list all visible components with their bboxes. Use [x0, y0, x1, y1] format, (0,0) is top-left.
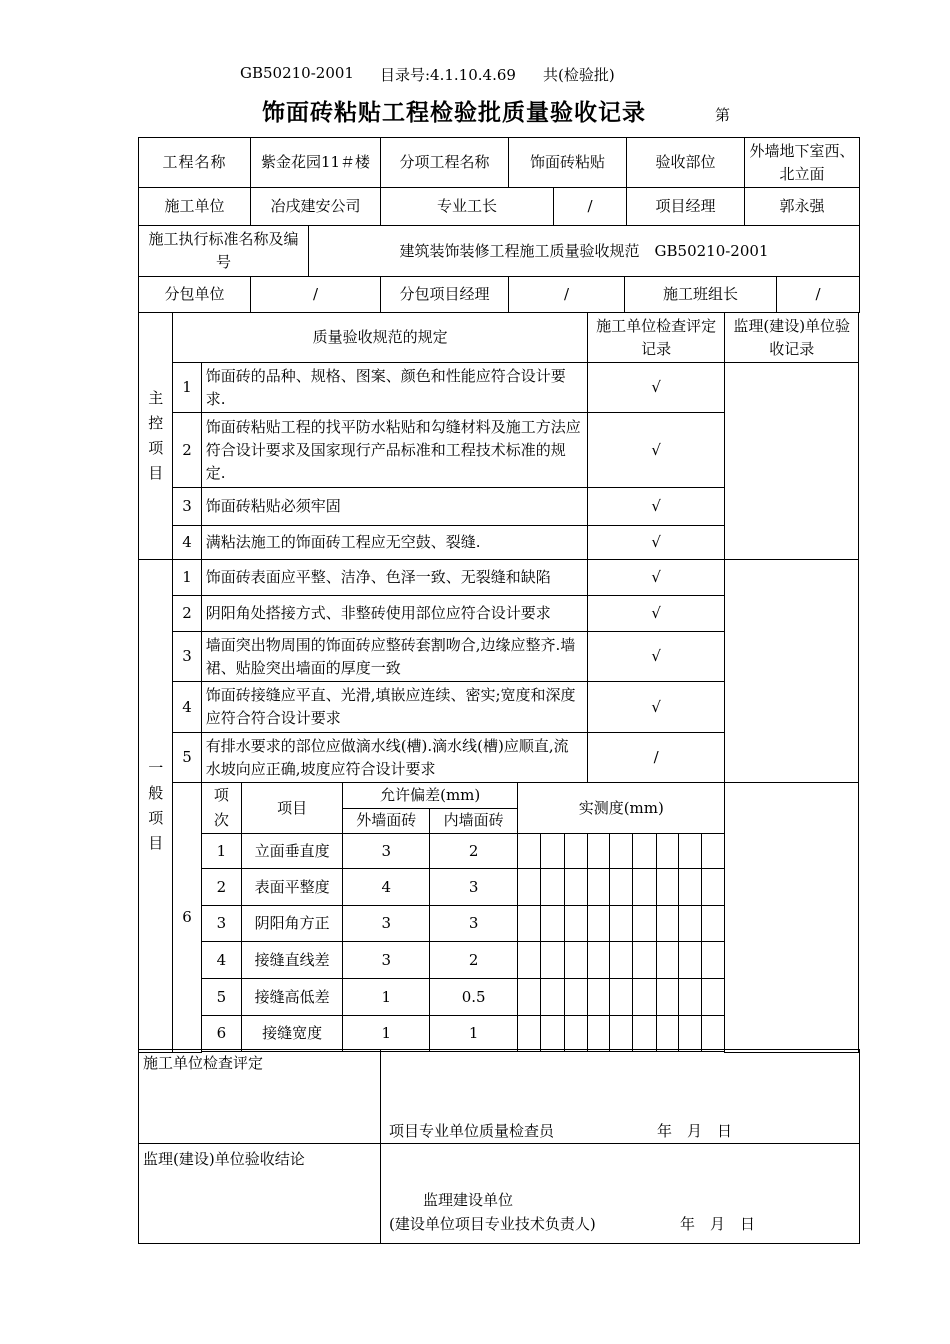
measure-cell — [564, 906, 587, 942]
general-item-no: 5 — [173, 733, 201, 783]
measure-cell — [656, 1016, 678, 1052]
spec-rule-header: 质量验收规范的规定 — [173, 313, 588, 363]
measure-cell — [564, 942, 587, 979]
general-label: 一般项目 — [139, 560, 173, 1053]
foreman-label: 专业工长 — [381, 188, 554, 226]
conclusion-label: 监理(建设)单位验收结论 — [139, 1144, 381, 1244]
measure-cell — [702, 834, 725, 869]
team-leader: / — [777, 277, 860, 313]
general-item-text: 饰面砖表面应平整、洁净、色泽一致、无裂缝和缺陷 — [201, 560, 587, 596]
tol-item: 立面垂直度 — [242, 834, 343, 869]
measure-cell — [678, 906, 701, 942]
measure-cell — [518, 869, 541, 906]
measure-cell — [678, 1016, 701, 1052]
measure-cell — [541, 869, 564, 906]
general-item-text: 墙面突出物周围的饰面砖应整砖套割吻合,边缘应整齐.墙裙、贴脸突出墙面的厚度一致 — [201, 632, 587, 682]
measure-cell — [541, 942, 564, 979]
sub-pm: / — [509, 277, 625, 313]
measure-cell — [702, 1016, 725, 1052]
accept-part: 外墙地下室西、北立面 — [745, 138, 860, 188]
spec-supervise-header: 监理(建设)单位验收记录 — [725, 313, 859, 363]
tech-lead-label: (建设单位项目专业技术负责人) — [389, 1215, 596, 1233]
measure-cell — [656, 834, 678, 869]
general-item-no: 3 — [173, 632, 201, 682]
measure-cell — [678, 942, 701, 979]
pm: 郭永强 — [745, 188, 860, 226]
measure-cell — [678, 979, 701, 1016]
measure-cell — [610, 834, 633, 869]
main-item-text: 饰面砖粘贴必须牢固 — [201, 488, 587, 526]
project-name-label: 工程名称 — [139, 138, 251, 188]
main-item-no: 3 — [173, 488, 201, 526]
tol-outer: 3 — [343, 834, 430, 869]
tol-item: 阴阳角方正 — [242, 906, 343, 942]
tol-supervise-cell — [725, 783, 859, 1053]
tol-seq: 3 — [201, 906, 241, 942]
main-supervise-cell — [725, 363, 859, 560]
measure-cell — [656, 869, 678, 906]
sub-project: 饰面砖粘贴 — [509, 138, 627, 188]
measure-cell — [587, 942, 609, 979]
main-control-label: 主控项目 — [139, 313, 173, 560]
measure-cell — [678, 834, 701, 869]
measure-cell — [541, 834, 564, 869]
sub-project-label: 分项工程名称 — [381, 138, 509, 188]
spec-check-header: 施工单位检查评定记录 — [587, 313, 724, 363]
tol-outer: 3 — [343, 942, 430, 979]
general-item-text: 有排水要求的部位应做滴水线(槽).滴水线(槽)应顺直,流水坡向应正确,坡度应符合设计要求 — [201, 733, 587, 783]
tol-inner: 2 — [430, 834, 518, 869]
tol-outer-header: 外墙面砖 — [343, 808, 430, 834]
tol-item: 接缝宽度 — [242, 1016, 343, 1052]
measure-cell — [702, 979, 725, 1016]
general-item-mark: √ — [587, 632, 724, 682]
measure-cell — [518, 906, 541, 942]
tol-inner: 3 — [430, 906, 518, 942]
tol-item-header: 项目 — [242, 783, 343, 834]
general-item-no: 4 — [173, 682, 201, 733]
inspector-label: 项目专业单位质量检查员 — [389, 1122, 555, 1140]
measure-cell — [610, 979, 633, 1016]
general-item-mark: √ — [587, 596, 724, 632]
measure-cell — [541, 979, 564, 1016]
check-eval-label: 施工单位检查评定 — [139, 1050, 381, 1144]
tol-measured-header: 实测度(mm) — [518, 783, 725, 834]
general-item-text: 饰面砖接缝应平直、光滑,填嵌应连续、密实;宽度和深度应符合符合设计要求 — [201, 682, 587, 733]
tol-inner-header: 内墙面砖 — [430, 808, 518, 834]
general-item-no: 1 — [173, 560, 201, 596]
measure-cell — [656, 906, 678, 942]
measure-cell — [656, 979, 678, 1016]
batch-label: 共(检验批) — [543, 66, 615, 84]
tol-seq-header: 项次 — [201, 783, 241, 834]
measure-cell — [678, 869, 701, 906]
general-supervise-cell — [725, 560, 859, 783]
measure-cell — [610, 906, 633, 942]
construction-unit-label: 施工单位 — [139, 188, 251, 226]
tol-item: 表面平整度 — [242, 869, 343, 906]
measure-cell — [564, 834, 587, 869]
tol-outer: 3 — [343, 906, 430, 942]
main-item-mark: √ — [587, 526, 724, 560]
main-item-no: 1 — [173, 363, 201, 413]
tol-seq: 4 — [201, 942, 241, 979]
date-line-1: 年 月 日 — [657, 1122, 733, 1140]
measure-cell — [587, 979, 609, 1016]
measure-cell — [564, 1016, 587, 1052]
measure-cell — [702, 942, 725, 979]
measure-cell — [633, 869, 656, 906]
measure-cell — [518, 834, 541, 869]
team-leader-label: 施工班组长 — [625, 277, 777, 313]
tol-inner: 2 — [430, 942, 518, 979]
subcontract-table — [138, 276, 860, 313]
date-line-2: 年 月 日 — [680, 1215, 756, 1233]
measure-cell — [633, 942, 656, 979]
main-item-text: 饰面砖的品种、规格、图案、颜色和性能应符合设计要求. — [201, 363, 587, 413]
sub-pm-label: 分包项目经理 — [381, 277, 509, 313]
standard-code: GB50210-2001 — [240, 64, 354, 82]
tol-seq: 2 — [201, 869, 241, 906]
pm-label: 项目经理 — [627, 188, 745, 226]
tol-inner: 1 — [430, 1016, 518, 1052]
measure-cell — [587, 1016, 609, 1052]
tol-seq: 1 — [201, 834, 241, 869]
tolerance-item-no: 6 — [173, 783, 201, 1053]
main-item-mark: √ — [587, 488, 724, 526]
measure-cell — [633, 906, 656, 942]
main-item-no: 2 — [173, 413, 201, 488]
main-item-text: 满粘法施工的饰面砖工程应无空鼓、裂缝. — [201, 526, 587, 560]
measure-cell — [541, 1016, 564, 1052]
tol-allow-header: 允许偏差(mm) — [343, 783, 518, 809]
accept-part-label: 验收部位 — [627, 138, 745, 188]
page-number-label: 第 — [715, 106, 731, 124]
standard-value: 建筑装饰装修工程施工质量验收规范 GB50210-2001 — [309, 226, 860, 277]
measure-cell — [518, 942, 541, 979]
measure-cell — [702, 906, 725, 942]
measure-cell — [610, 869, 633, 906]
measure-cell — [587, 834, 609, 869]
sub-unit: / — [251, 277, 381, 313]
measure-cell — [610, 942, 633, 979]
sub-unit-label: 分包单位 — [139, 277, 251, 313]
measure-cell — [541, 906, 564, 942]
measure-cell — [518, 1016, 541, 1052]
general-item-mark: √ — [587, 682, 724, 733]
measure-cell — [587, 906, 609, 942]
info-table — [138, 137, 860, 226]
general-item-no: 2 — [173, 596, 201, 632]
measure-cell — [702, 869, 725, 906]
measure-cell — [518, 979, 541, 1016]
measure-cell — [633, 834, 656, 869]
foreman: / — [554, 188, 627, 226]
main-item-mark: √ — [587, 413, 724, 488]
measure-cell — [656, 942, 678, 979]
measure-cell — [633, 979, 656, 1016]
tol-outer: 1 — [343, 979, 430, 1016]
measure-cell — [564, 869, 587, 906]
tol-inner: 3 — [430, 869, 518, 906]
tol-seq: 6 — [201, 1016, 241, 1052]
supervisor-unit-label: 监理建设单位 — [423, 1191, 514, 1209]
construction-unit: 冶戌建安公司 — [251, 188, 381, 226]
page-title: 饰面砖粘贴工程检验批质量验收记录 — [262, 100, 646, 126]
tol-seq: 5 — [201, 979, 241, 1016]
project-name: 紫金花园11＃楼 — [251, 138, 381, 188]
spec-table — [138, 312, 859, 1053]
measure-cell — [564, 979, 587, 1016]
main-item-no: 4 — [173, 526, 201, 560]
standard-label: 施工执行标准名称及编号 — [139, 226, 309, 277]
catalog-number: 目录号:4.1.10.4.69 — [380, 66, 516, 84]
main-item-text: 饰面砖粘贴工程的找平防水粘贴和勾缝材料及施工方法应符合设计要求及国家现行产品标准和工程技术标准的规定. — [201, 413, 587, 488]
tol-item: 接缝直线差 — [242, 942, 343, 979]
tol-outer: 1 — [343, 1016, 430, 1052]
tol-inner: 0.5 — [430, 979, 518, 1016]
general-item-mark: / — [587, 733, 724, 783]
general-item-mark: √ — [587, 560, 724, 596]
main-item-mark: √ — [587, 363, 724, 413]
measure-cell — [610, 1016, 633, 1052]
measure-cell — [633, 1016, 656, 1052]
standard-table — [138, 225, 860, 277]
tol-item: 接缝高低差 — [242, 979, 343, 1016]
measure-cell — [587, 869, 609, 906]
tol-outer: 4 — [343, 869, 430, 906]
general-item-text: 阴阳角处搭接方式、非整砖使用部位应符合设计要求 — [201, 596, 587, 632]
